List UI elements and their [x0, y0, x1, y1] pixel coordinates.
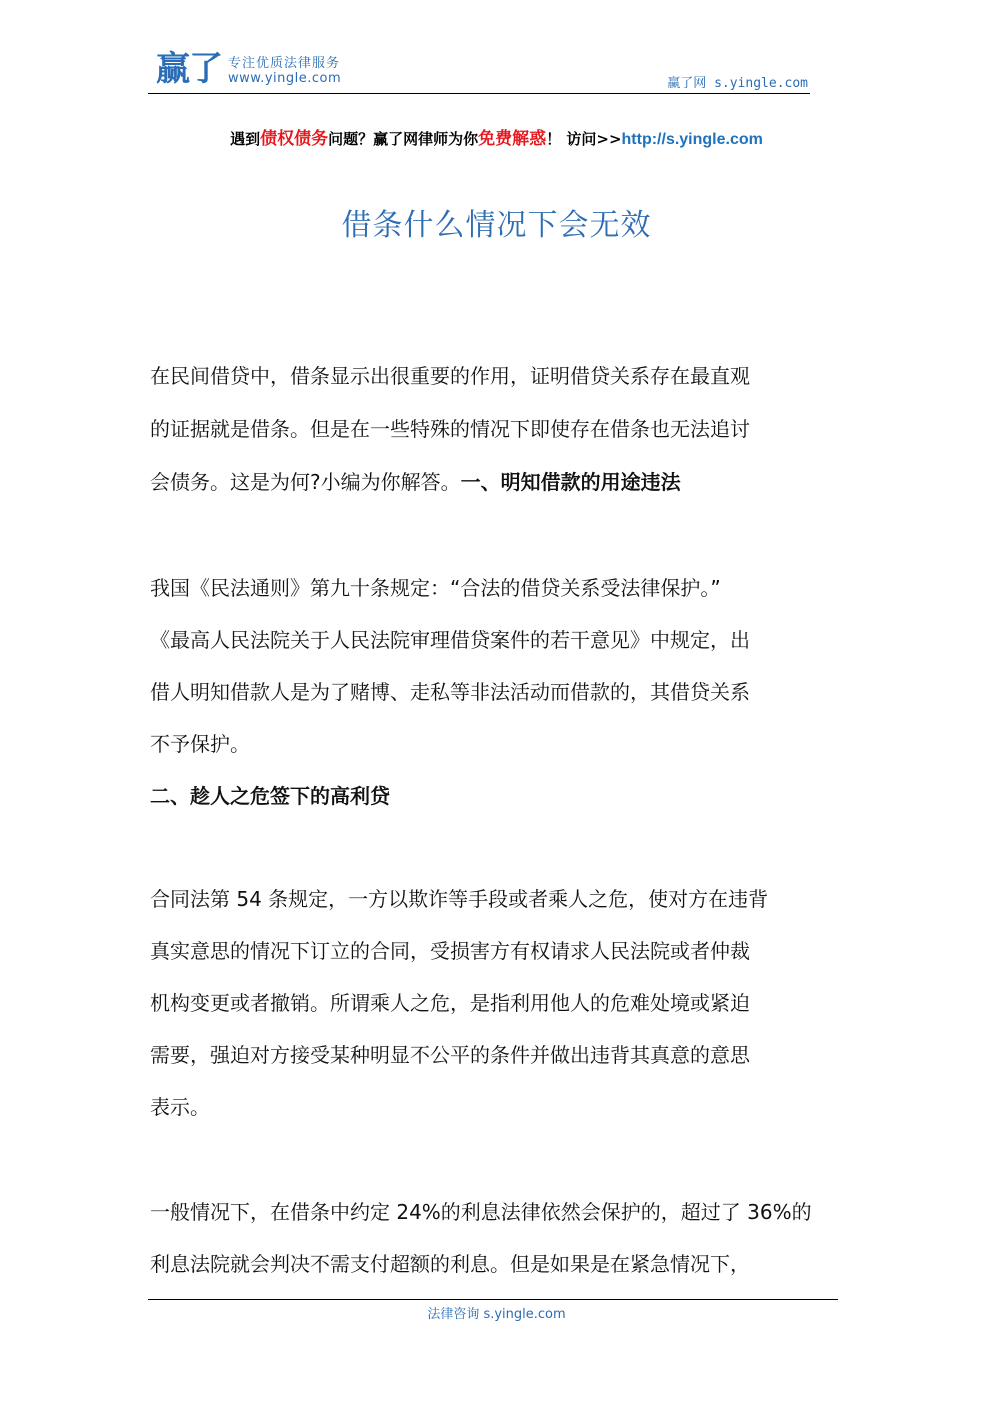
body-line-text: 会债务。这是为何?小编为你解答。 — [150, 470, 461, 494]
header-divider — [148, 93, 810, 94]
body-line — [150, 419, 870, 439]
body-line — [150, 472, 870, 492]
header-site-link[interactable]: 赢了网 s.yingle.com — [667, 76, 808, 91]
footer-divider — [148, 1299, 838, 1300]
body-line — [150, 786, 870, 806]
logo-mark: 赢了 — [156, 49, 222, 89]
logo-slogan: 专注优质法律服务 — [228, 56, 341, 71]
body-line-text: 真实意思的情况下订立的合同，受损害方有权请求人民法院或者仲裁 — [150, 939, 750, 963]
body-line-text: 需要，强迫对方接受某种明显不公平的条件并做出违背其真意的意思 — [150, 1043, 750, 1067]
body-line-text: 一般情况下，在借条中约定 24%的利息法律依然会保护的，超过了 36%的 — [150, 1200, 812, 1224]
body-line — [150, 1202, 870, 1222]
logo-url: www.yingle.com — [228, 71, 342, 86]
body-line-text: 的证据就是借条。但是在一些特殊的情况下即使存在借条也无法追讨 — [150, 417, 750, 441]
body-line-text: 表示。 — [150, 1095, 210, 1119]
body-line — [150, 993, 870, 1013]
body-line — [150, 941, 870, 961]
body-line — [150, 1254, 870, 1274]
body-line — [150, 1045, 870, 1065]
body-line — [150, 682, 870, 702]
body-line-text: 在民间借贷中，借条显示出很重要的作用，证明借贷关系存在最直观 — [150, 364, 750, 388]
body-line-text: 我国《民法通则》第九十条规定：“合法的借贷关系受法律保护。” — [150, 576, 721, 600]
body-line-text: 利息法院就会判决不需支付超额的利息。但是如果是在紧急情况下， — [150, 1252, 750, 1276]
body-line-text: 不予保护。 — [150, 732, 250, 756]
body-line — [150, 1097, 870, 1117]
section-heading: 一、明知借款的用途违法 — [460, 470, 681, 494]
promo-banner — [0, 124, 993, 149]
page-header — [148, 50, 810, 94]
promo-highlight-debt: 债权债务 — [260, 129, 329, 149]
body-line — [150, 366, 870, 386]
body-line — [150, 630, 870, 650]
promo-text: 问题？赢了网律师为你 — [328, 130, 479, 148]
footer-link[interactable]: 法律咨询 s.yingle.com — [427, 1307, 566, 1322]
body-line — [150, 734, 870, 754]
body-line — [150, 578, 870, 598]
yingle-logo[interactable] — [156, 50, 341, 88]
promo-text: 遇到 — [230, 130, 261, 148]
document-title: 借条什么情况下会无效 — [341, 208, 652, 243]
section-heading: 二、趁人之危签下的高利贷 — [150, 784, 390, 808]
promo-link[interactable]: http://s.yingle.com — [621, 131, 763, 148]
promo-text: ！ 访问>> — [546, 130, 622, 148]
body-line-text: 机构变更或者撤销。所谓乘人之危，是指利用他人的危难处境或紧迫 — [150, 991, 750, 1015]
body-line-text: 合同法第 54 条规定，一方以欺诈等手段或者乘人之危，使对方在违背 — [150, 887, 769, 911]
body-line — [150, 889, 870, 909]
body-line-text: 《最高人民法院关于人民法院审理借贷案件的若干意见》中规定，出 — [150, 628, 750, 652]
promo-highlight-free: 免费解惑 — [478, 129, 547, 149]
body-line-text: 借人明知借款人是为了赌博、走私等非法活动而借款的，其借贷关系 — [150, 680, 750, 704]
